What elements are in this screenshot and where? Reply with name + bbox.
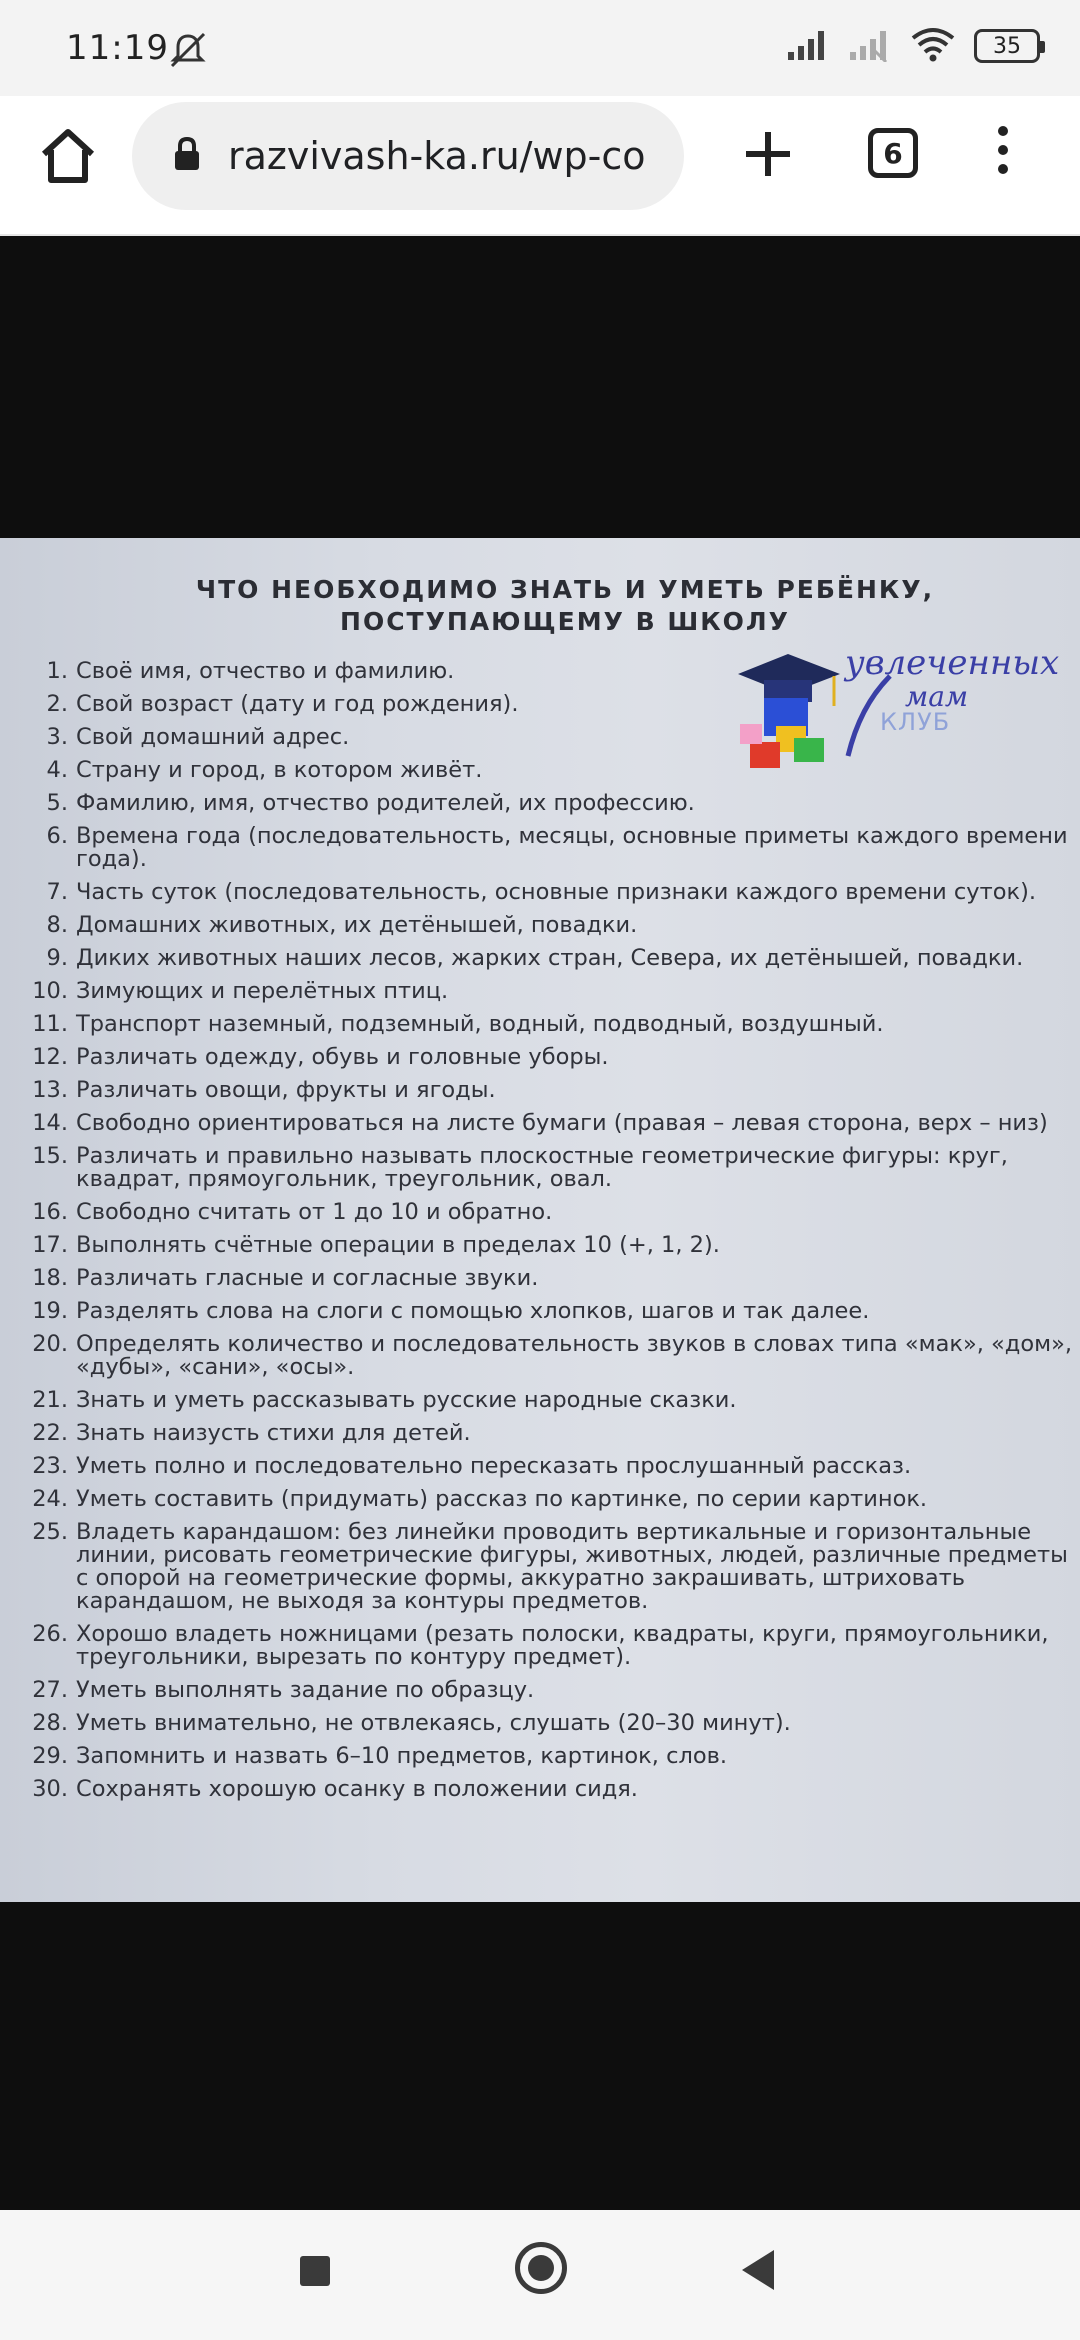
list-item-number: 30. xyxy=(32,1776,68,1802)
photo-title-line1: ЧТО НЕОБХОДИМО ЗНАТЬ И УМЕТЬ РЕБЁНКУ, xyxy=(195,575,935,604)
list-item-number: 21. xyxy=(32,1387,68,1413)
navigation-bar xyxy=(0,2210,1080,2340)
list-item-text: Уметь полно и последовательно пересказать прослушанный рассказ. xyxy=(76,1453,912,1479)
list-item xyxy=(30,1046,1080,1069)
tabs-icon[interactable] xyxy=(868,128,918,178)
list-item xyxy=(30,1389,1080,1412)
status-time: 11:19 xyxy=(66,28,169,68)
list-item-text: Страну и город, в котором живёт. xyxy=(76,757,483,783)
list-item-text: Фамилию, имя, отчество родителей, их профессию. xyxy=(76,790,695,816)
list-item-number: 9. xyxy=(46,945,68,971)
list-item-number: 14. xyxy=(32,1110,68,1136)
list-item xyxy=(30,1679,1080,1702)
list-item xyxy=(30,693,1080,716)
list-item-number: 6. xyxy=(46,823,68,849)
list-item-text: Различать гласные и согласные звуки. xyxy=(76,1265,539,1291)
url-bar[interactable] xyxy=(132,102,684,210)
list-item-text: Различать овощи, фрукты и ягоды. xyxy=(76,1077,496,1103)
plus-icon[interactable] xyxy=(740,126,796,182)
requirements-list xyxy=(30,660,1080,1811)
list-item xyxy=(30,1778,1080,1801)
list-item-text: Уметь внимательно, не отвлекаясь, слушать (20–30 минут). xyxy=(76,1710,791,1736)
list-item-number: 13. xyxy=(32,1077,68,1103)
list-item xyxy=(30,1623,1080,1669)
logo-text-line2: мам xyxy=(905,680,969,713)
list-item xyxy=(30,792,1080,815)
tab-count: 6 xyxy=(883,136,903,170)
list-item xyxy=(30,1333,1080,1379)
list-item-text: Различать одежду, обувь и головные уборы. xyxy=(76,1044,609,1070)
battery-level: 35 xyxy=(993,33,1021,59)
list-item-text: Свой возраст (дату и год рождения). xyxy=(76,691,519,717)
recents-icon[interactable] xyxy=(300,2256,330,2286)
browser-toolbar xyxy=(0,96,1080,236)
list-item-text: Уметь составить (придумать) рассказ по картинке, по серии картинок. xyxy=(76,1486,928,1512)
list-item-text: Запомнить и назвать 6–10 предметов, картинок, слов. xyxy=(76,1743,728,1769)
signal-2-icon xyxy=(848,26,892,66)
list-item-number: 20. xyxy=(32,1331,68,1357)
signal-icon xyxy=(786,26,830,66)
list-item-text: Выполнять счётные операции в пределах 10 (+, 1, 2). xyxy=(76,1232,720,1258)
list-item xyxy=(30,1521,1080,1613)
list-item-text: Знать наизусть стихи для детей. xyxy=(76,1420,471,1446)
list-item-number: 27. xyxy=(32,1677,68,1703)
list-item xyxy=(30,759,1080,782)
list-item-text: Различать и правильно называть плоскостные геометрические фигуры: круг, квадрат, прямоугольник, треугольник, овал. xyxy=(76,1143,1008,1192)
mute-icon xyxy=(168,30,208,74)
list-item xyxy=(30,1013,1080,1036)
list-item xyxy=(30,1712,1080,1735)
list-item-text: Зимующих и перелётных птиц. xyxy=(76,978,449,1004)
photo-title-line2: ПОСТУПАЮЩЕМУ В ШКОЛУ xyxy=(340,607,790,636)
list-item-text: Хорошо владеть ножницами (резать полоски, квадраты, круги, прямоугольники, треугольники, вырезать по контуру предмет). xyxy=(76,1621,1049,1670)
list-item-text: Транспорт наземный, подземный, водный, подводный, воздушный. xyxy=(76,1011,884,1037)
list-item xyxy=(30,1112,1080,1135)
list-item xyxy=(30,825,1080,871)
menu-icon[interactable] xyxy=(988,126,1018,186)
status-bar xyxy=(0,0,1080,96)
list-item xyxy=(30,1145,1080,1191)
list-item xyxy=(30,1745,1080,1768)
list-item-number: 1. xyxy=(46,658,68,684)
status-icons xyxy=(786,26,1040,66)
list-item-text: Разделять слова на слоги с помощью хлопков, шагов и так далее. xyxy=(76,1298,870,1324)
list-item-text: Владеть карандашом: без линейки проводить вертикальные и горизонтальные линии, рисовать геометрические фигуры, животных, людей, различные предметы с опорой на геометрические формы, аккуратно закрашивать, штриховать карандашом, не выходя за контуры предметов. xyxy=(76,1519,1068,1614)
list-item-number: 25. xyxy=(32,1519,68,1545)
list-item-number: 5. xyxy=(46,790,68,816)
url-text: razvivash-ka.ru/wp-co xyxy=(228,134,646,178)
list-item xyxy=(30,1201,1080,1224)
home-nav-icon[interactable] xyxy=(515,2242,567,2294)
list-item-text: Свой домашний адрес. xyxy=(76,724,350,750)
list-item-number: 23. xyxy=(32,1453,68,1479)
list-item xyxy=(30,1079,1080,1102)
photo-title xyxy=(150,574,980,638)
list-item-number: 4. xyxy=(46,757,68,783)
list-item-number: 18. xyxy=(32,1265,68,1291)
list-item-number: 29. xyxy=(32,1743,68,1769)
list-item-text: Своё имя, отчество и фамилию. xyxy=(76,658,455,684)
list-item-number: 19. xyxy=(32,1298,68,1324)
home-icon[interactable] xyxy=(36,124,100,188)
list-item xyxy=(30,660,1080,683)
list-item-number: 15. xyxy=(32,1143,68,1169)
lock-icon xyxy=(172,136,202,176)
wifi-icon xyxy=(910,26,956,66)
list-item-text: Сохранять хорошую осанку в положении сидя. xyxy=(76,1776,638,1802)
list-item xyxy=(30,1300,1080,1323)
list-item-text: Времена года (последовательность, месяцы, основные приметы каждого времени года). xyxy=(76,823,1068,872)
list-item-number: 11. xyxy=(32,1011,68,1037)
list-item-text: Часть суток (последовательность, основные признаки каждого времени суток). xyxy=(76,879,1036,905)
logo-klub: КЛУБ xyxy=(880,708,951,736)
list-item-number: 16. xyxy=(32,1199,68,1225)
back-icon[interactable] xyxy=(742,2250,774,2290)
photo[interactable] xyxy=(0,538,1080,1902)
list-item-text: Уметь выполнять задание по образцу. xyxy=(76,1677,535,1703)
list-item-text: Домашних животных, их детёнышей, повадки. xyxy=(76,912,638,938)
list-item-number: 24. xyxy=(32,1486,68,1512)
list-item-text: Диких животных наших лесов, жарких стран, Севера, их детёнышей, повадки. xyxy=(76,945,1024,971)
logo-text-line1: увлеченных xyxy=(845,643,1060,683)
image-viewer xyxy=(0,238,1080,2210)
list-item-number: 8. xyxy=(46,912,68,938)
battery-icon xyxy=(974,29,1040,63)
list-item xyxy=(30,980,1080,1003)
list-item xyxy=(30,1455,1080,1478)
list-item-text: Знать и уметь рассказывать русские народные сказки. xyxy=(76,1387,737,1413)
list-item-text: Свободно считать от 1 до 10 и обратно. xyxy=(76,1199,553,1225)
list-item-number: 26. xyxy=(32,1621,68,1647)
list-item-number: 12. xyxy=(32,1044,68,1070)
list-item xyxy=(30,1488,1080,1511)
list-item xyxy=(30,947,1080,970)
list-item-number: 2. xyxy=(46,691,68,717)
list-item-number: 28. xyxy=(32,1710,68,1736)
list-item-number: 7. xyxy=(46,879,68,905)
list-item xyxy=(30,881,1080,904)
list-item xyxy=(30,726,1080,749)
list-item-number: 3. xyxy=(46,724,68,750)
list-item xyxy=(30,914,1080,937)
list-item xyxy=(30,1267,1080,1290)
list-item-number: 10. xyxy=(32,978,68,1004)
list-item-text: Свободно ориентироваться на листе бумаги (правая – левая сторона, верх – низ) xyxy=(76,1110,1048,1136)
list-item-number: 17. xyxy=(32,1232,68,1258)
list-item-number: 22. xyxy=(32,1420,68,1446)
list-item xyxy=(30,1422,1080,1445)
list-item-text: Определять количество и последовательность звуков в словах типа «мак», «дом», «дубы», «сани», «осы». xyxy=(76,1331,1073,1380)
list-item xyxy=(30,1234,1080,1257)
